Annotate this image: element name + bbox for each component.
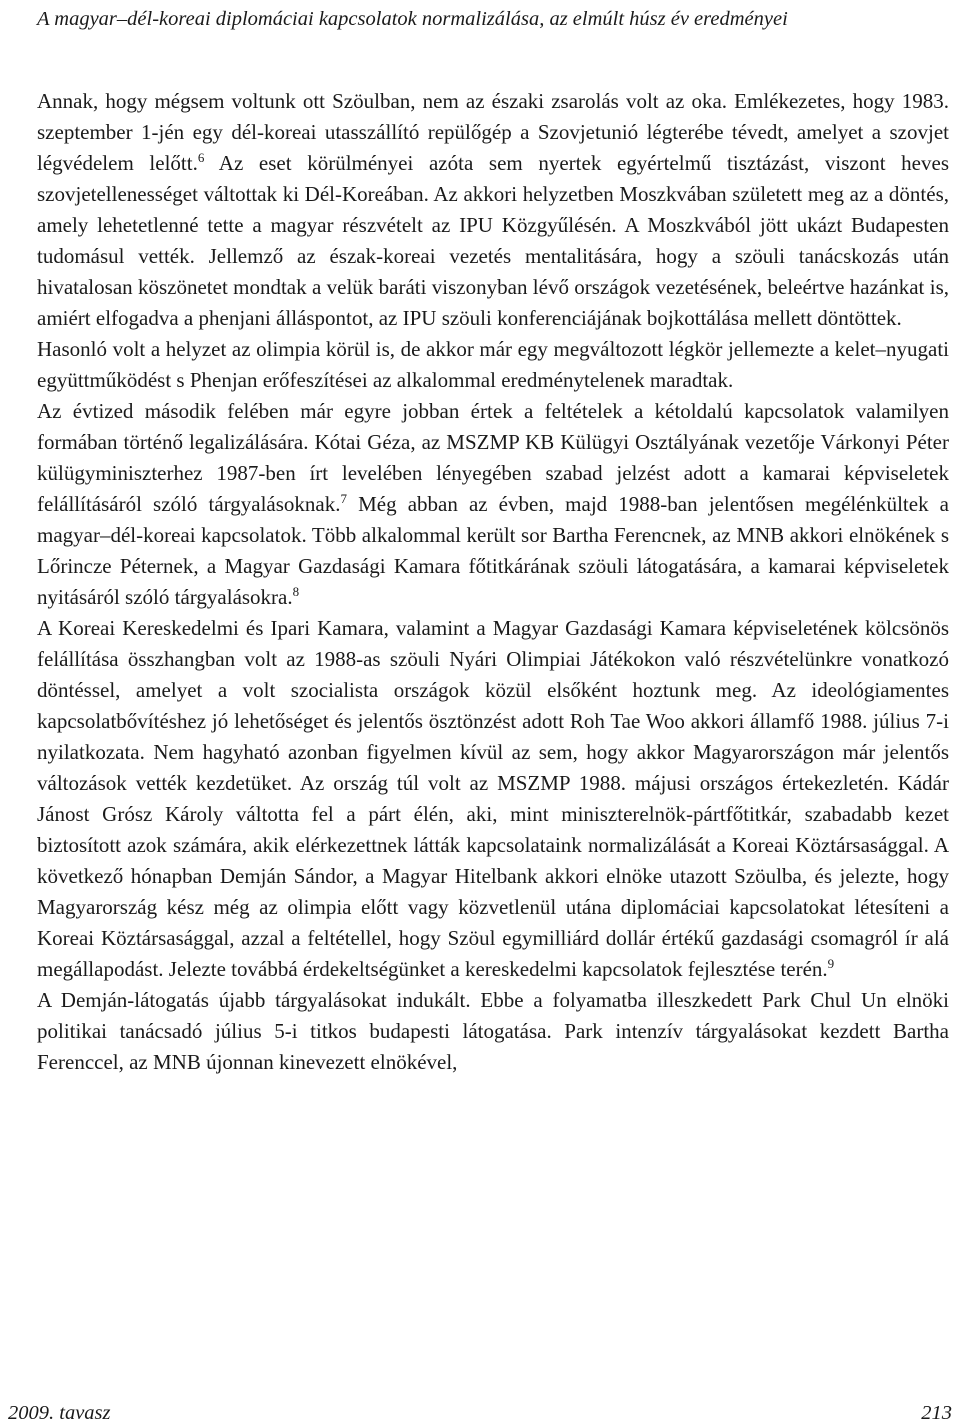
paragraph	[37, 396, 949, 613]
paragraph-text: Az eset körülményei azóta sem nyertek egyértelmű tisztázást, viszont heves szovjetellenességet váltottak ki Dél-Koreában. Az akkori helyzetben Moszkvában született meg az a döntés, amely lehetetlenné tette a magyar részvételt az IPU Közgyűlésén. A Moszkvából jött ukázt Budapesten tudomásul vették. Jellemző az észak-koreai vezetés mentalitására, hogy a szöuli tanácskozás után hivatalosan köszönetet mondtak a velük baráti viszonyban lévő országok vezetésének, beleértve hazánkat is, amiért elfogadva a phenjani álláspontot, az IPU szöuli konferenciájának bojkottálása mellett döntöttek.	[37, 151, 949, 330]
article-body	[37, 86, 949, 1078]
paragraph-text: A Demján-látogatás újabb tárgyalásokat indukált. Ebbe a folyamatba illeszkedett Park Chul Un elnöki politikai tanácsadó július 5-i titkos budapesti látogatása. Park intenzív tárgyalásokat kezdett Bartha Ferenccel, az MNB újonnan kinevezett elnökével,	[37, 988, 949, 1074]
paragraph	[37, 86, 949, 334]
paragraph-text: Az évtized második felében már egyre jobban értek a feltételek a kétoldalú kapcsolatok valamilyen formában történő legalizálására. Kótai Géza, az MSZMP KB Külügyi Osztályának vezetője Várkonyi Péter külügyminiszterhez 1987-ben írt levelében lényegében szabad jelzést adott a kamarai képviseletek felállításáról szóló tárgyalásoknak.	[37, 399, 949, 516]
running-head: A magyar–dél-koreai diplomáciai kapcsolatok normalizálása, az elmúlt húsz év eredményei	[37, 8, 788, 30]
page-number: 213	[921, 1402, 952, 1424]
paragraph	[37, 985, 949, 1078]
paragraph	[37, 613, 949, 985]
issue-label: 2009. tavasz	[8, 1402, 111, 1424]
paragraph-text: Hasonló volt a helyzet az olimpia körül is, de akkor már egy megváltozott légkör jellemezte a kelet–nyugati együttműködést s Phenjan erőfeszítései az alkalommal eredménytelenek maradtak.	[37, 337, 949, 392]
footnote-ref[interactable]: 9	[827, 956, 835, 971]
footnote-ref[interactable]: 6	[197, 150, 205, 165]
footnote-ref[interactable]: 7	[340, 491, 347, 506]
paragraph-text: Még abban az évben, majd 1988-ban jelentősen megélénkültek a magyar–dél-koreai kapcsolatok. Több alkalommal került sor Bartha Ferencnek, az MNB akkori elnökének s Lőrincze Péternek, a Magyar Gazdasági Kamara főtitkárának szöuli látogatására, a kamarai képviseletek nyitásáról szóló tárgyalásokra.	[37, 492, 949, 609]
paragraph-text: A Koreai Kereskedelmi és Ipari Kamara, valamint a Magyar Gazdasági Kamara képviseletének kölcsönös felállítása összhangban volt az 1988-as szöuli Nyári Olimpiai Játékokon való részvételünkre vonatkozó döntéssel, amelyet a volt szocialista országok közül elsőként hoztunk meg. Az ideológiamentes kapcsolatbővítéshez jó lehetőséget és jelentős ösztönzést adott Roh Tae Woo akkori államfő 1988. július 7-i nyilatkozata. Nem hagyható azonban figyelmen kívül az sem, hogy akkor Magyarországon már jelentős változások vették kezdetüket. Az ország túl volt az MSZMP 1988. májusi országos értekezletén. Kádár Jánost Grósz Károly váltotta fel a párt élén, aki, mint miniszterelnök-pártfőtitkár, szabadabb kezet biztosított azok számára, akik elérkezettnek látták kapcsolataink normalizálását a Koreai Köztársasággal. A következő hónapban Demján Sándor, a Magyar Hitelbank akkori elnöke utazott Szöulba, és jelezte, hogy Magyarország kész még az olimpia előtt vagy közvetlenül utána diplomáciai kapcsolatokat létesíteni a Koreai Köztársasággal, azzal a feltétellel, hogy Szöul egymilliárd dollár értékű gazdasági csomagról ír alá megállapodást. Jelezte továbbá érdekeltségünket a kereskedelmi kapcsolatok fejlesztése terén.	[37, 616, 949, 981]
paragraph	[37, 334, 949, 396]
footnote-ref[interactable]: 8	[292, 584, 300, 599]
paragraph-text: Annak, hogy mégsem voltunk ott Szöulban, nem az északi zsarolás volt az oka. Emlékezetes, hogy 1983. szeptember 1-jén egy dél-koreai utasszállító repülőgép a Szovjetunió légterébe tévedt, amelyet a szovjet légvédelem lelőtt.	[37, 89, 949, 175]
